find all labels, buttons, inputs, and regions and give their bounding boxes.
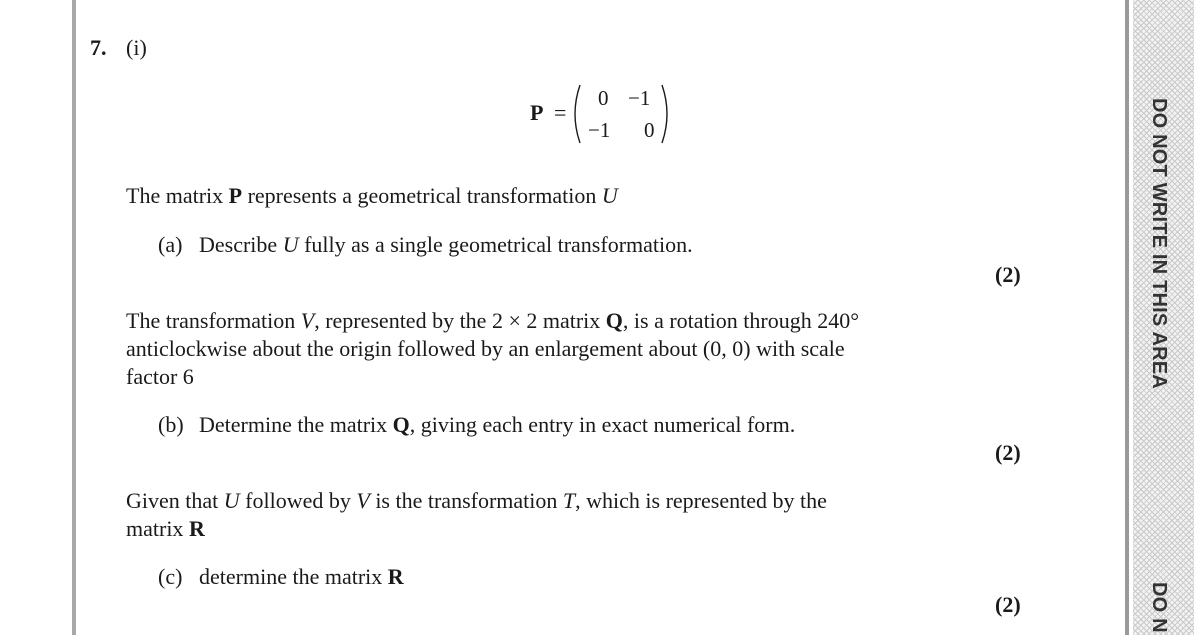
matrix-p-brackets	[568, 82, 674, 146]
part-c-text: determine the matrix R	[199, 564, 404, 589]
paragraph-2-line-2: anticlockwise about the origin followed by an enlargement about (0, 0) with scale	[126, 336, 845, 361]
part-c-marks: (2)	[995, 592, 1021, 617]
matrix-p	[530, 82, 670, 146]
matrix-cell-a22: 0	[644, 118, 655, 142]
part-b-label: (b)	[158, 412, 184, 437]
paragraph-3-line-1: Given that U followed by V is the transformation T, which is represented by the	[126, 488, 827, 513]
question-number: 7.	[90, 35, 107, 60]
part-c-label: (c)	[158, 564, 183, 589]
paragraph-2-line-1: The transformation V, represented by the 2 × 2 matrix Q, is a rotation through 240°	[126, 308, 860, 333]
paragraph-2-line-3: factor 6	[126, 364, 194, 389]
matrix-cell-a21: −1	[588, 118, 611, 142]
question-part: (i)	[126, 35, 147, 60]
part-a-label: (a)	[158, 232, 183, 257]
right-margin-rule	[1125, 0, 1129, 635]
part-b-marks: (2)	[995, 440, 1021, 465]
matrix-p-equals: =	[554, 100, 567, 125]
part-a-marks: (2)	[995, 262, 1021, 287]
matrix-p-name: P	[530, 100, 544, 125]
intro-text: The matrix P represents a geometrical transformation U	[126, 183, 618, 208]
left-margin-rule	[72, 0, 76, 635]
margin-warning-text-cut: DO N	[1148, 582, 1170, 633]
paragraph-3-line-2: matrix R	[126, 516, 205, 541]
margin-warning-text: DO NOT WRITE IN THIS AREA	[1148, 98, 1170, 389]
matrix-cell-a11: 0	[598, 86, 609, 110]
part-b-text: Determine the matrix Q, giving each entry in exact numerical form.	[199, 412, 796, 437]
matrix-cell-a12: −1	[628, 86, 651, 110]
matrix-brackets-svg	[568, 82, 674, 146]
part-a-text: Describe U fully as a single geometrical transformation.	[199, 232, 693, 257]
